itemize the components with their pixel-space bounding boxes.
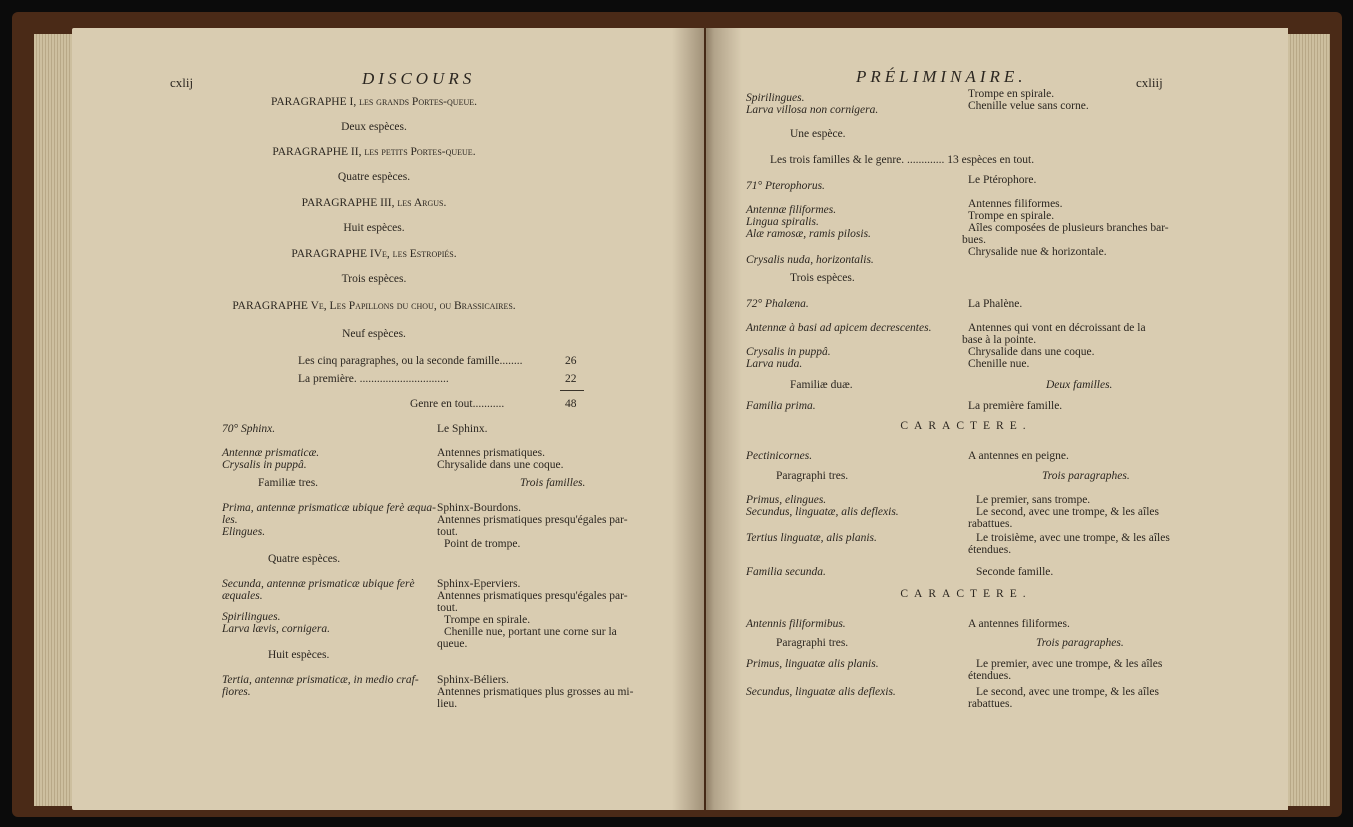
- french-line: Antennes filiformes.: [968, 198, 1063, 210]
- genre-line: Les trois familles & le genre. ............. 13 espèces en tout.: [770, 154, 1035, 166]
- latin-line: Familia prima.: [746, 400, 816, 412]
- french-heading: Trois familles.: [520, 477, 586, 489]
- french-heading: Trois paragraphes.: [1042, 470, 1130, 482]
- french-line: Antennes prismatiques presqu'égales par-: [437, 590, 628, 602]
- latin-heading: Familiæ duæ.: [790, 379, 853, 391]
- latin-heading: Paragraphi tres.: [776, 470, 849, 482]
- french-line: Aîles composées de plusieurs branches bar-: [968, 222, 1169, 234]
- latin-line: Spirilingues.: [746, 92, 805, 104]
- species-count: Deux espèces.: [341, 121, 407, 133]
- french-heading: Deux familles.: [1046, 379, 1113, 391]
- book-gutter: [672, 28, 742, 810]
- french-line: La Phalène.: [968, 298, 1023, 310]
- french-line: étendues.: [968, 670, 1012, 682]
- french-line: base à la pointe.: [962, 334, 1037, 346]
- latin-line: Larva villosa non cornigera.: [746, 104, 879, 116]
- species-count: Neuf espèces.: [342, 328, 406, 340]
- species-count: Quatre espèces.: [268, 553, 341, 565]
- french-line: Le premier, sans trompe.: [976, 494, 1091, 506]
- french-line: A antennes en peigne.: [968, 450, 1069, 462]
- french-line: Chrysalide nue & horizontale.: [968, 246, 1107, 258]
- latin-line: Antennis filiformibus.: [746, 618, 846, 630]
- french-line: lieu.: [437, 698, 458, 710]
- latin-line: Tertia, antennæ prismaticæ, in medio craf-: [222, 674, 419, 686]
- french-line: La première famille.: [968, 400, 1063, 412]
- french-line: Point de trompe.: [444, 538, 521, 550]
- latin-heading: Familiæ tres.: [258, 477, 319, 489]
- genus-number: 72° Phalæna.: [746, 298, 809, 310]
- latin-line: Antennæ filiformes.: [746, 204, 837, 216]
- french-line: Le troisième, avec une trompe, & les aîles: [976, 532, 1170, 544]
- latin-line: Larva lævis, cornigera.: [222, 623, 330, 635]
- french-line: Sphinx-Bourdons.: [437, 502, 522, 514]
- left-page-number: cxlij: [170, 75, 194, 90]
- french-line: Le Ptérophore.: [968, 174, 1037, 186]
- french-line: rabattues.: [968, 518, 1013, 530]
- french-line: Antennes qui vont en décroissant de la: [968, 322, 1146, 334]
- latin-line: Secundus, linguatæ, alis deflexis.: [746, 506, 899, 518]
- french-line: Le premier, avec une trompe, & les aîles: [976, 658, 1163, 670]
- latin-line: les.: [222, 514, 238, 526]
- caractere-heading: CARACTERE.: [900, 420, 1032, 432]
- french-line: Antennes prismatiques presqu'égales par-: [437, 514, 628, 526]
- species-count: Huit espèces.: [268, 649, 330, 661]
- paragraph-3: PARAGRAPHE III, les Argus.: [301, 197, 447, 209]
- latin-line: Elingues.: [222, 526, 266, 538]
- latin-line: Pectinicornes.: [746, 450, 813, 462]
- latin-line: Crysalis nuda, horizontalis.: [746, 254, 874, 266]
- french-line: Antennes prismatiques plus grosses au mi-: [437, 686, 634, 698]
- french-heading: Trois paragraphes.: [1036, 637, 1124, 649]
- french-line: Chrysalide dans une coque.: [968, 346, 1095, 358]
- paragraph-2: PARAGRAPHE II, les petits Portes-queue.: [272, 146, 476, 158]
- genus-number: 71° Pterophorus.: [746, 180, 825, 192]
- genus-number: 70° Sphinx.: [222, 423, 276, 435]
- french-line: Antennes prismatiques.: [437, 447, 545, 459]
- species-count: Trois espèces.: [790, 272, 855, 284]
- latin-line: Larva nuda.: [746, 358, 803, 370]
- french-line: tout.: [437, 526, 458, 538]
- french-line: bues.: [962, 234, 986, 246]
- latin-line: Antennæ prismaticæ.: [222, 447, 320, 459]
- latin-line: Crysalis in puppâ.: [222, 459, 307, 471]
- french-line: rabattues.: [968, 698, 1013, 710]
- paragraph-5: PARAGRAPHE Ve, Les Papillons du chou, ou Brassicaires.: [232, 300, 516, 312]
- species-count: Trois espèces.: [341, 273, 407, 285]
- page-edges-left: [34, 34, 74, 806]
- sum-rule: [560, 390, 584, 391]
- french-line: queue.: [437, 638, 468, 650]
- latin-line: Secundus, linguatæ alis deflexis.: [746, 686, 896, 698]
- french-line: Seconde famille.: [976, 566, 1054, 578]
- latin-line: Familia secunda.: [746, 566, 826, 578]
- latin-heading: Paragraphi tres.: [776, 637, 849, 649]
- latin-line: Secunda, antennæ prismaticæ ubique ferè: [222, 578, 415, 590]
- latin-line: Prima, antennæ prismaticæ ubique ferè æqua-: [222, 502, 437, 514]
- french-line: Chenille nue, portant une corne sur la: [444, 626, 617, 638]
- french-line: Sphinx-Eperviers.: [437, 578, 521, 590]
- right-page-number: cxliij: [1136, 75, 1163, 90]
- latin-line: Crysalis in puppâ.: [746, 346, 831, 358]
- french-line: Chrysalide dans une coque.: [437, 459, 564, 471]
- french-line: A antennes filiformes.: [968, 618, 1070, 630]
- right-running-head: PRÉLIMINAIRE.: [856, 67, 1027, 86]
- left-page: [72, 28, 704, 810]
- french-line: étendues.: [968, 544, 1012, 556]
- paragraph-1: PARAGRAPHE I, les grands Portes-queue.: [270, 96, 477, 108]
- latin-line: Spirilingues.: [222, 611, 281, 623]
- total-value: 22: [565, 373, 577, 385]
- page-edges-right: [1288, 34, 1330, 806]
- latin-line: Antennæ à basi ad apicem decrescentes.: [746, 322, 932, 334]
- french-line: Le second, avec une trompe, & les aîles: [976, 506, 1159, 518]
- species-count: Une espèce.: [790, 128, 846, 140]
- paragraph-4: PARAGRAPHE IVe, les Estropiés.: [291, 248, 457, 260]
- latin-line: Alæ ramosæ, ramis pilosis.: [746, 228, 871, 240]
- french-line: Le second, avec une trompe, & les aîles: [976, 686, 1159, 698]
- latin-line: Tertius linguatæ, alis planis.: [746, 532, 877, 544]
- species-count: Huit espèces.: [343, 222, 405, 234]
- total-value: 26: [565, 355, 577, 367]
- latin-line: Primus, elingues.: [746, 494, 827, 506]
- species-count: Quatre espèces.: [337, 171, 411, 183]
- total-label: Les cinq paragraphes, ou la seconde famille........: [298, 355, 523, 367]
- french-line: Trompe en spirale.: [444, 614, 531, 626]
- caractere-heading: CARACTERE.: [900, 588, 1032, 600]
- latin-line: æquales.: [222, 590, 263, 602]
- latin-line: fiores.: [222, 686, 251, 698]
- french-line: tout.: [437, 602, 458, 614]
- genre-total-label: Genre en tout...........: [410, 398, 505, 410]
- latin-line: Primus, linguatæ alis planis.: [746, 658, 879, 670]
- total-label: La première. ...............................: [298, 373, 449, 385]
- right-page: [706, 28, 1288, 810]
- french-line: Trompe en spirale.: [968, 210, 1055, 222]
- french-line: Trompe en spirale.: [968, 88, 1055, 100]
- french-line: Le Sphinx.: [437, 423, 488, 435]
- french-line: Sphinx-Béliers.: [437, 674, 509, 686]
- latin-line: Lingua spiralis.: [746, 216, 819, 228]
- left-running-head: DISCOURS: [362, 69, 476, 88]
- french-line: Chenille velue sans corne.: [968, 100, 1089, 112]
- genre-total-value: 48: [565, 398, 577, 410]
- book: [12, 12, 1342, 817]
- french-line: Chenille nue.: [968, 358, 1030, 370]
